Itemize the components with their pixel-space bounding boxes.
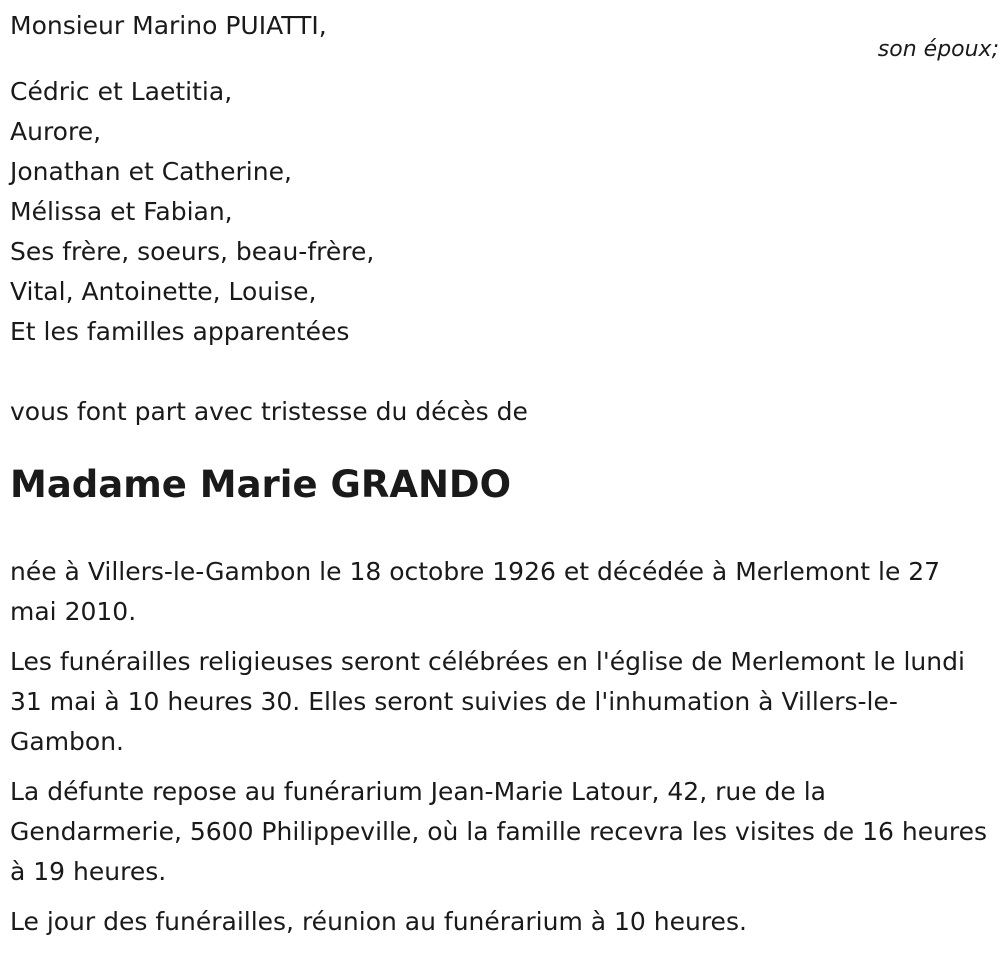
birth-death-paragraph: née à Villers-le-Gambon le 18 octobre 1926 et décédée à Merlemont le 27 mai 2010. bbox=[10, 557, 941, 626]
spouse-row bbox=[10, 0, 999, 72]
spouse-role: son époux; bbox=[877, 37, 999, 62]
spacer bbox=[10, 352, 990, 392]
spouse-name: Monsieur Marino PUIATTI, bbox=[10, 11, 327, 40]
funeral-paragraph: Les funérailles religieuses seront célébrées en l'église de Merlemont le lundi 31 mai à 10 heures 30. Elles seront suivies de l'inhumation à Villers-le-Gambon. bbox=[10, 647, 965, 756]
family-member: Mélissa et Fabian, bbox=[10, 197, 233, 226]
deceased-name: Madame Marie GRANDO bbox=[10, 463, 512, 506]
obituary-notice bbox=[10, 0, 999, 942]
family-member: Jonathan et Catherine, bbox=[10, 157, 292, 186]
meeting-paragraph: Le jour des funérailles, réunion au funérarium à 10 heures. bbox=[10, 907, 747, 936]
family-member: Et les familles apparentées bbox=[10, 317, 350, 346]
family-member: Ses frère, soeurs, beau-frère, bbox=[10, 237, 375, 266]
family-list bbox=[10, 72, 990, 352]
funerarium-paragraph: La défunte repose au funérarium Jean-Marie Latour, 42, rue de la Gendarmerie, 5600 Philippeville, où la famille recevra les visites de 16 heures à 19 heures. bbox=[10, 777, 988, 886]
family-member: Aurore, bbox=[10, 117, 102, 146]
family-member: Vital, Antoinette, Louise, bbox=[10, 277, 317, 306]
family-member: Cédric et Laetitia, bbox=[10, 77, 233, 106]
announcement-text: vous font part avec tristesse du décès de bbox=[10, 397, 528, 426]
